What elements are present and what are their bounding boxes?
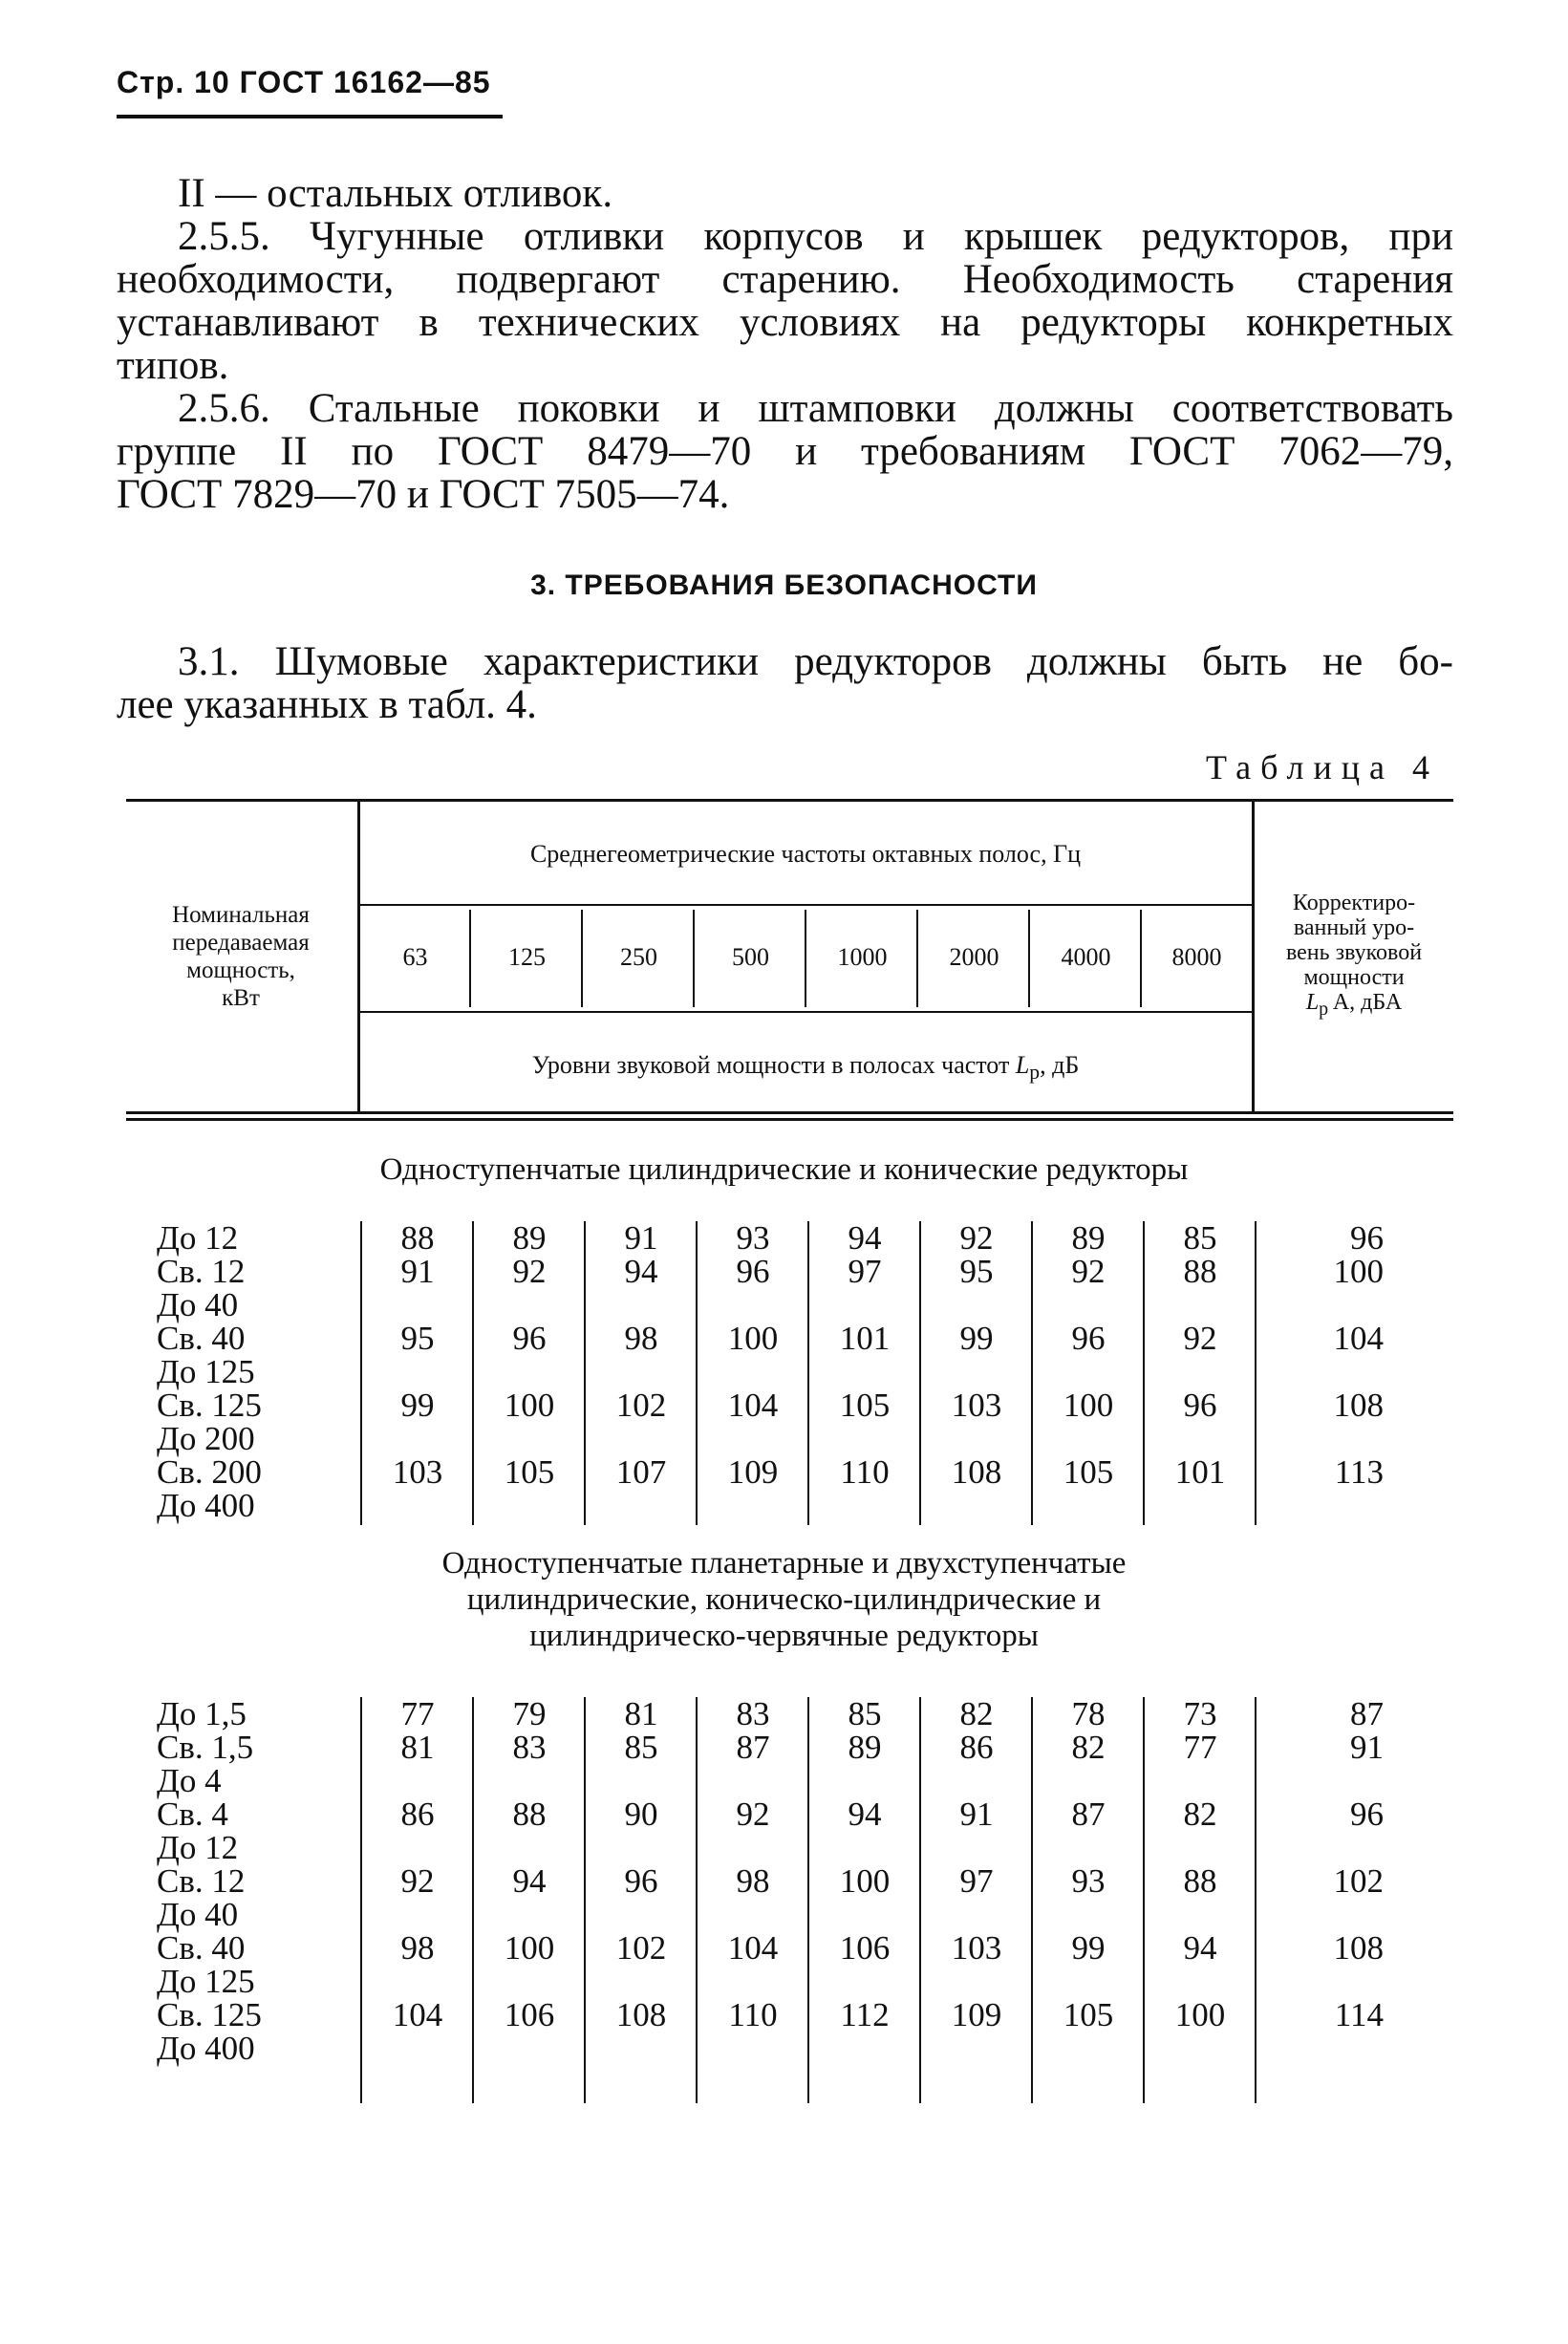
section-text-line1: 3.1. Шумовые характеристики редукторов должны быть не бо- [178, 639, 1453, 684]
cell: 85 [1183, 1219, 1217, 1257]
row-label: Св. 12 [157, 1253, 246, 1290]
col-divider [919, 1221, 921, 1525]
cell: 87 [1071, 1796, 1106, 1833]
row-label: Св. 4 [157, 1796, 228, 1833]
cell: 95 [400, 1320, 435, 1357]
row-label: До 400 [157, 2030, 255, 2067]
cell-corrected: 108 [1333, 1387, 1384, 1424]
freq-2000: 2000 [949, 943, 999, 971]
cell: 106 [839, 1929, 891, 1967]
corrected-header-symbol: L [1305, 990, 1320, 1015]
cell: 81 [624, 1695, 658, 1732]
cell: 91 [400, 1253, 435, 1290]
table-header-double-rule-1 [126, 1111, 1453, 1114]
group2-body [0, 1689, 1568, 2119]
cell: 81 [400, 1729, 435, 1766]
paragraph-2-5-6-line3: ГОСТ 7829—70 и ГОСТ 7505—74. [117, 472, 730, 517]
col-divider [696, 1221, 698, 1525]
freq-divider [1028, 910, 1030, 1007]
group2-title-line: цилиндрическо-червячные редукторы [529, 1619, 1039, 1653]
row-label: Св. 125 [157, 1387, 262, 1424]
col-divider [1031, 1221, 1033, 1525]
paragraph-2-5-5-line2: необходимости, подвергают старению. Необходимость старения [117, 257, 1453, 302]
corrected-header-line: вень звуковой [1285, 940, 1423, 965]
paragraph-2-5-6-line2: группе II по ГОСТ 8479—70 и требованиям ГОСТ 7062—79, [117, 429, 1453, 474]
freq-divider [805, 910, 806, 1007]
cell: 77 [1183, 1729, 1217, 1766]
row-label: Св. 1,5 [157, 1729, 254, 1766]
freq-8000: 8000 [1171, 943, 1222, 971]
col-divider [1255, 1221, 1257, 1525]
cell: 99 [959, 1320, 994, 1357]
row-label: Св. 40 [157, 1929, 246, 1967]
cell: 79 [512, 1695, 547, 1732]
cell: 96 [1071, 1320, 1106, 1357]
cell: 92 [1071, 1253, 1106, 1290]
cell-corrected: 108 [1333, 1929, 1384, 1967]
cell-corrected: 102 [1333, 1862, 1384, 1900]
row-label: До 40 [157, 1896, 239, 1933]
cell: 108 [615, 1996, 667, 2033]
cell: 82 [1071, 1729, 1106, 1766]
cell: 94 [512, 1862, 547, 1900]
row-label: До 200 [157, 1420, 255, 1457]
cell: 99 [400, 1387, 435, 1424]
cell: 73 [1183, 1695, 1217, 1732]
cell-corrected: 87 [1350, 1695, 1384, 1732]
freq-divider [693, 910, 695, 1007]
cell: 77 [400, 1695, 435, 1732]
cell: 87 [736, 1729, 770, 1766]
cell: 107 [615, 1453, 667, 1491]
cell: 89 [848, 1729, 882, 1766]
cell-corrected: 100 [1333, 1253, 1384, 1290]
cell: 105 [1063, 1453, 1114, 1491]
corrected-header-unit: A, дБА [1328, 990, 1403, 1015]
row-label: До 125 [157, 1353, 255, 1390]
col-divider [919, 1697, 921, 2103]
freq-divider [1140, 910, 1142, 1007]
cell: 97 [848, 1253, 882, 1290]
freq-divider [581, 910, 583, 1007]
freq-250: 250 [620, 943, 657, 971]
header-rule [117, 115, 503, 118]
table-header-levels [359, 1051, 1252, 1086]
cell: 94 [624, 1253, 658, 1290]
table-header-freq-row [359, 908, 1252, 1009]
row-label: До 12 [157, 1219, 239, 1257]
cell: 103 [951, 1387, 1002, 1424]
cell: 105 [839, 1387, 891, 1424]
col-divider [584, 1221, 586, 1525]
cell: 110 [728, 1996, 778, 2033]
cell: 95 [959, 1253, 994, 1290]
col-divider [696, 1697, 698, 2103]
col-divider [472, 1697, 474, 2103]
freq-divider [469, 910, 471, 1007]
cell: 94 [1183, 1929, 1217, 1967]
cell: 92 [736, 1796, 770, 1833]
freq-500: 500 [732, 943, 769, 971]
col-divider [1031, 1697, 1033, 2103]
cell: 94 [848, 1796, 882, 1833]
cell: 101 [1174, 1453, 1226, 1491]
row-label: До 40 [157, 1286, 239, 1323]
table-header-corrected [1256, 891, 1452, 1021]
row-label: До 12 [157, 1829, 239, 1866]
row-label: Св. 125 [157, 1996, 262, 2033]
cell: 90 [624, 1796, 658, 1833]
paragraph-p1: II — остальных отливок. [178, 171, 613, 216]
row-label: Св. 40 [157, 1320, 246, 1357]
cell: 105 [504, 1453, 555, 1491]
col-divider [1143, 1221, 1145, 1525]
cell: 96 [512, 1320, 547, 1357]
cell: 110 [840, 1453, 890, 1491]
cell: 86 [400, 1796, 435, 1833]
paragraph-2-5-6-line1: 2.5.6. Стальные поковки и штамповки должны соответствовать [178, 386, 1453, 431]
cell: 83 [512, 1729, 547, 1766]
cell-corrected: 91 [1350, 1729, 1384, 1766]
cell: 92 [1183, 1320, 1217, 1357]
cell-corrected: 96 [1350, 1796, 1384, 1833]
col-divider [360, 1221, 362, 1525]
cell: 100 [839, 1862, 891, 1900]
cell-corrected: 96 [1350, 1219, 1384, 1257]
cell: 91 [959, 1796, 994, 1833]
cell: 93 [736, 1219, 770, 1257]
cell: 99 [1071, 1929, 1106, 1967]
cell: 101 [839, 1320, 891, 1357]
cell: 102 [615, 1929, 667, 1967]
group2-title [0, 1545, 1568, 1654]
cell: 89 [1071, 1219, 1106, 1257]
cell: 94 [848, 1219, 882, 1257]
freq-1000: 1000 [837, 943, 888, 971]
row-label: До 4 [157, 1762, 222, 1799]
cell: 112 [840, 1996, 890, 2033]
cell: 100 [727, 1320, 779, 1357]
cell: 98 [736, 1862, 770, 1900]
power-header-line: мощность, [186, 957, 295, 983]
table-header-vline-right [1252, 801, 1255, 1111]
table-header-power [126, 901, 355, 1012]
col-divider [1143, 1697, 1145, 2103]
levels-header-symbol: L [1015, 1051, 1030, 1079]
cell: 103 [951, 1929, 1002, 1967]
cell: 104 [727, 1929, 779, 1967]
cell: 103 [392, 1453, 443, 1491]
cell: 93 [1071, 1862, 1106, 1900]
cell: 97 [959, 1862, 994, 1900]
cell: 88 [400, 1219, 435, 1257]
page-header: Стр. 10 ГОСТ 16162—85 [117, 65, 491, 99]
freq-125: 125 [508, 943, 546, 971]
cell: 98 [624, 1320, 658, 1357]
col-divider [584, 1697, 586, 2103]
freq-divider [916, 910, 918, 1007]
col-divider [472, 1221, 474, 1525]
freq-63: 63 [402, 943, 428, 971]
corrected-header-line: мощности [1303, 965, 1405, 990]
cell-corrected: 113 [1334, 1453, 1384, 1491]
cell: 91 [624, 1219, 658, 1257]
power-header-line: Номинальная [172, 902, 310, 928]
cell: 102 [615, 1387, 667, 1424]
row-label: Св. 200 [157, 1453, 262, 1491]
row-label: Св. 12 [157, 1862, 246, 1900]
levels-header-text: Уровни звуковой мощности в полосах частот [531, 1051, 1016, 1079]
cell: 105 [1063, 1996, 1114, 2033]
table-header-double-rule-2 [126, 1118, 1453, 1121]
row-label: До 400 [157, 1487, 255, 1524]
table-header-rule-lower [359, 1011, 1252, 1013]
section-title: 3. ТРЕБОВАНИЯ БЕЗОПАСНОСТИ [530, 570, 1038, 601]
table-header-rule-upper [359, 904, 1252, 906]
col-divider [360, 1697, 362, 2103]
table-caption: Таблица 4 [1206, 748, 1439, 786]
corrected-header-line: Корректиро- [1292, 891, 1416, 915]
cell: 104 [727, 1387, 779, 1424]
cell: 109 [727, 1453, 779, 1491]
cell: 88 [512, 1796, 547, 1833]
cell: 85 [848, 1695, 882, 1732]
table-header-frequencies: Среднегеометрические частоты октавных полос, Гц [529, 840, 1082, 868]
cell: 86 [959, 1729, 994, 1766]
cell: 100 [504, 1387, 555, 1424]
cell: 100 [1174, 1996, 1226, 2033]
group2-title-line: цилиндрические, коническо-цилиндрические и [466, 1582, 1102, 1617]
corrected-header-sub: p [1319, 998, 1329, 1020]
cell: 89 [512, 1219, 547, 1257]
cell: 88 [1183, 1862, 1217, 1900]
cell: 108 [951, 1453, 1002, 1491]
cell: 109 [951, 1996, 1002, 2033]
paragraph-2-5-5-line4: типов. [117, 343, 229, 388]
cell: 98 [400, 1929, 435, 1967]
col-divider [807, 1697, 809, 2103]
group1-body [0, 1214, 1568, 1529]
power-header-line: кВт [222, 985, 260, 1011]
cell: 82 [959, 1695, 994, 1732]
paragraph-2-5-5-line3: устанавливают в технических условиях на редукторы конкретных [117, 300, 1453, 345]
cell: 88 [1183, 1253, 1217, 1290]
col-divider [807, 1221, 809, 1525]
cell: 92 [959, 1219, 994, 1257]
levels-header-sub: p [1029, 1061, 1041, 1085]
section-text-line2: лее указанных в табл. 4. [117, 682, 537, 727]
group1-title: Одноступенчатые цилиндрические и конические редукторы [379, 1152, 1189, 1187]
cell: 82 [1183, 1796, 1217, 1833]
group2-title-line: Одноступенчатые планетарные и двухступенчатые [441, 1546, 1127, 1581]
cell: 83 [736, 1695, 770, 1732]
freq-4000: 4000 [1061, 943, 1111, 971]
cell: 106 [504, 1996, 555, 2033]
paragraph-2-5-5-line1: 2.5.5. Чугунные отливки корпусов и крышек редукторов, при [178, 214, 1453, 259]
col-divider [1255, 1697, 1257, 2103]
cell: 104 [392, 1996, 443, 2033]
cell: 92 [400, 1862, 435, 1900]
cell-corrected: 104 [1333, 1320, 1384, 1357]
cell: 100 [504, 1929, 555, 1967]
cell: 96 [1183, 1387, 1217, 1424]
cell: 92 [512, 1253, 547, 1290]
row-label: До 125 [157, 1963, 255, 2000]
cell: 78 [1071, 1695, 1106, 1732]
cell: 85 [624, 1729, 658, 1766]
cell: 96 [624, 1862, 658, 1900]
corrected-header-symbol-line [1256, 990, 1452, 1021]
levels-header-unit: , дБ [1040, 1051, 1080, 1079]
corrected-header-line: ванный уро- [1293, 915, 1415, 940]
cell: 96 [736, 1253, 770, 1290]
cell-corrected: 114 [1334, 1996, 1384, 2033]
cell: 100 [1063, 1387, 1114, 1424]
power-header-line: передаваемая [172, 930, 310, 956]
row-label: До 1,5 [157, 1695, 247, 1732]
